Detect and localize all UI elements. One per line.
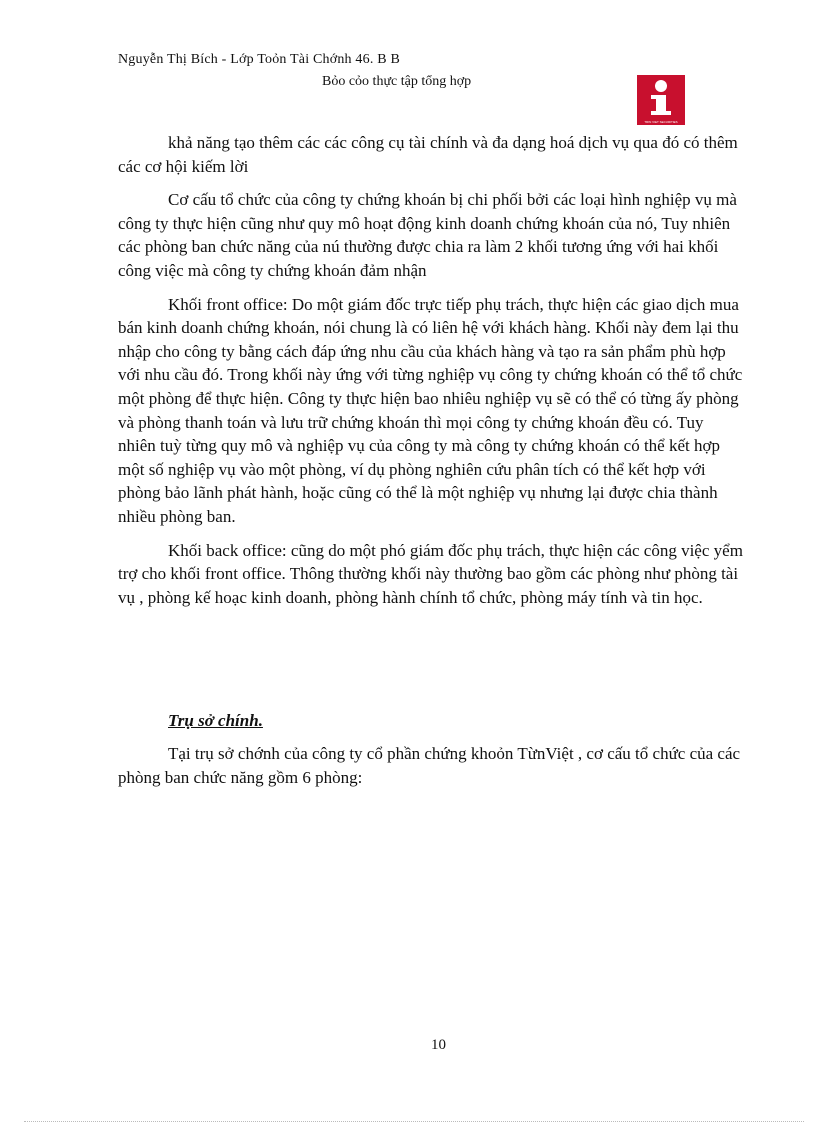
- header-report-title: Bỏo cỏo thực tập tổng hợp: [322, 74, 472, 89]
- page-number: 10: [431, 1037, 446, 1053]
- section-heading: Trụ sở chính.: [168, 711, 263, 730]
- paragraph-org-structure: Cơ cấu tổ chức của công ty chứng khoán bị chi phối bởi các loại hình nghiệp vụ mà công ty thực hiện cũng như quy mô hoạt động kinh doanh chứng khoán của nó, Tuy nhiên các phòng ban chức năng của nú thường được chia ra làm 2 khối tương ứng với hai khối công việc mà công ty chứng khoán đảm nhận: [118, 190, 737, 280]
- body-text: [118, 131, 744, 619]
- page-bottom-divider: [24, 1121, 804, 1122]
- section-paragraph: Tại trụ sở chớnh của công ty cổ phần chứng khoỏn TừnViệt , cơ cấu tổ chức của các phòng ban chức năng gồm 6 phòng:: [118, 744, 741, 787]
- company-logo-i-icon: [637, 75, 685, 125]
- header-author-line: Nguyễn Thị Bích - Lớp Toỏn Tài Chớnh 46. B B: [118, 52, 401, 67]
- paragraph-continuation: khả năng tạo thêm các các công cụ tài chính và đa dạng hoá dịch vụ qua đó có thêm các cơ hội kiếm lời: [118, 133, 738, 176]
- paragraph-front-office: Khối front office: Do một giám đốc trực tiếp phụ trách, thực hiện các giao dịch mua bán kinh doanh chứng khoán, nói chung là có liên hệ với khách hàng. Khối này đem lại thu nhập cho công ty bằng cách đáp ứng nhu cầu của khách hàng và tạo ra sản phẩm phù hợp với nhu cầu đó. Trong khối này ứng với từng nghiệp vụ công ty chứng khoán có thể tổ chức một phòng để thực hiện. Công ty thực hiện bao nhiêu nghiệp vụ sẽ có thể có từng ấy phòng và phòng thanh toán và lưu trữ chứng khoán thì mọi công ty chứng khoán đều có. Tuy nhiên tuỳ từng quy mô và nghiệp vụ của công ty mà công ty chứng khoán có thể kết hợp một số nghiệp vụ vào một phòng, ví dụ phòng nghiên cứu phân tích có thể kết hợp với phòng bảo lãnh phát hành, hoặc cũng có thể là một nghiệp vụ nhưng lại được chia thành nhiều phòng ban.: [118, 294, 743, 526]
- company-logo: [637, 75, 685, 125]
- logo-caption: TRIN VIET SECURITIES: [644, 120, 678, 124]
- paragraph-back-office: Khối back office: cũng do một phó giám đốc phụ trách, thực hiện các công việc yểm trợ cho khối front office. Thông thường khối này thường bao gồm các phòng như phòng tài vụ , phòng kế hoạc kinh doanh, phòng hành chính tổ chức, phòng máy tính và tin học.: [118, 540, 743, 607]
